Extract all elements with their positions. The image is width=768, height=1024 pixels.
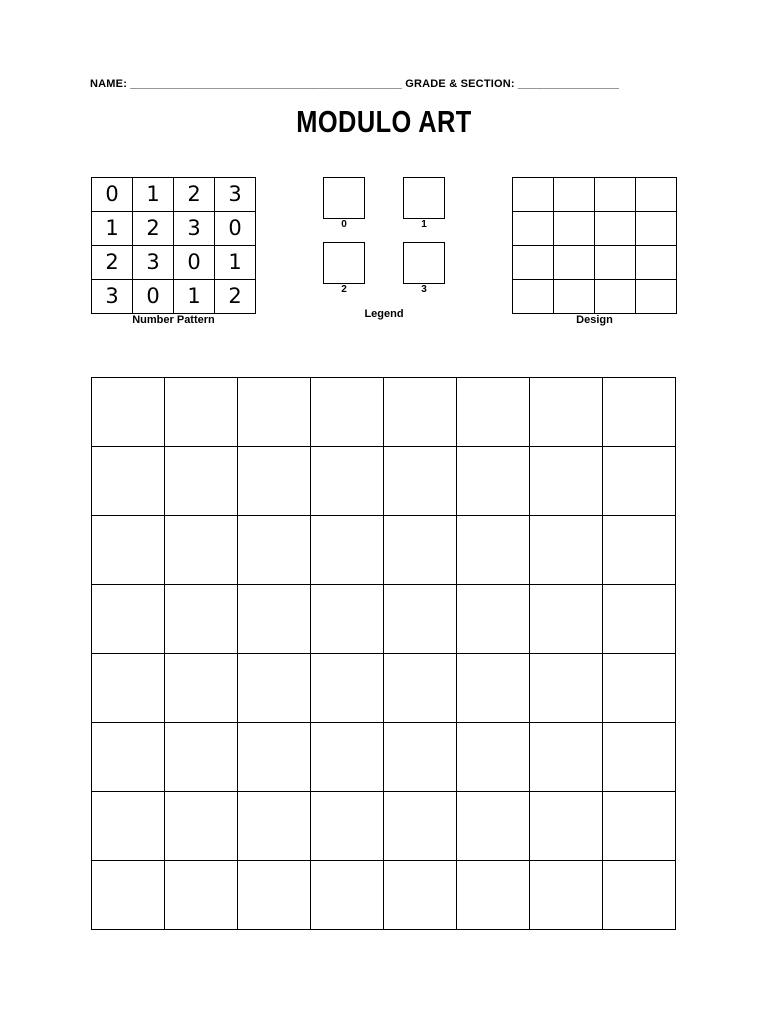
grid-cell[interactable] bbox=[384, 516, 457, 585]
legend-box-0[interactable] bbox=[323, 177, 365, 219]
design-grid bbox=[512, 177, 677, 314]
legend-box-2[interactable] bbox=[323, 242, 365, 284]
table-row bbox=[513, 212, 677, 246]
table-row bbox=[92, 792, 676, 861]
table-row bbox=[92, 178, 256, 212]
grid-cell[interactable] bbox=[530, 861, 603, 930]
design-cell[interactable] bbox=[554, 280, 595, 314]
grid-cell[interactable] bbox=[603, 861, 676, 930]
grid-cell[interactable] bbox=[457, 585, 530, 654]
grid-cell[interactable] bbox=[311, 447, 384, 516]
grid-cell[interactable] bbox=[457, 447, 530, 516]
grid-cell[interactable] bbox=[384, 447, 457, 516]
number-pattern-caption: Number Pattern bbox=[132, 314, 215, 326]
grid-cell[interactable] bbox=[530, 585, 603, 654]
grid-cell[interactable] bbox=[530, 792, 603, 861]
number-pattern-table bbox=[91, 177, 256, 314]
design-cell[interactable] bbox=[554, 246, 595, 280]
grid-cell[interactable] bbox=[92, 585, 165, 654]
grid-cell[interactable] bbox=[384, 723, 457, 792]
legend-label-2: 2 bbox=[341, 284, 347, 295]
table-row bbox=[92, 861, 676, 930]
grid-cell[interactable] bbox=[530, 378, 603, 447]
grid-cell[interactable] bbox=[238, 378, 311, 447]
table-row bbox=[92, 447, 676, 516]
main-art-grid bbox=[91, 377, 676, 930]
design-caption: Design bbox=[576, 314, 613, 326]
legend-box-1[interactable] bbox=[403, 177, 445, 219]
design-cell[interactable] bbox=[636, 212, 677, 246]
legend-label-3: 3 bbox=[421, 284, 427, 295]
grid-cell[interactable] bbox=[311, 378, 384, 447]
grid-cell[interactable] bbox=[457, 654, 530, 723]
grid-cell[interactable] bbox=[165, 516, 238, 585]
design-cell[interactable] bbox=[595, 212, 636, 246]
grid-cell[interactable] bbox=[165, 378, 238, 447]
table-row bbox=[513, 178, 677, 212]
design-cell[interactable] bbox=[513, 212, 554, 246]
legend-caption: Legend bbox=[364, 308, 404, 320]
design-cell[interactable] bbox=[513, 246, 554, 280]
grid-cell[interactable] bbox=[457, 723, 530, 792]
grid-cell[interactable] bbox=[165, 792, 238, 861]
design-cell[interactable] bbox=[636, 246, 677, 280]
design-cell[interactable] bbox=[595, 246, 636, 280]
number-cell: 0 bbox=[92, 178, 133, 212]
grid-cell[interactable] bbox=[92, 861, 165, 930]
grid-cell[interactable] bbox=[603, 723, 676, 792]
grid-cell[interactable] bbox=[92, 792, 165, 861]
name-grade-section-line: NAME: ___________________________________________ GRADE & SECTION: ________________ bbox=[90, 78, 620, 90]
grid-cell[interactable] bbox=[603, 378, 676, 447]
grid-cell[interactable] bbox=[238, 516, 311, 585]
grid-cell[interactable] bbox=[238, 792, 311, 861]
table-row bbox=[92, 378, 676, 447]
grid-cell[interactable] bbox=[457, 861, 530, 930]
grid-cell[interactable] bbox=[311, 723, 384, 792]
design-cell[interactable] bbox=[595, 280, 636, 314]
number-cell: 2 bbox=[92, 246, 133, 280]
grid-cell[interactable] bbox=[311, 585, 384, 654]
table-row bbox=[513, 280, 677, 314]
grid-cell[interactable] bbox=[165, 447, 238, 516]
grid-cell[interactable] bbox=[238, 723, 311, 792]
grid-cell[interactable] bbox=[457, 378, 530, 447]
design-cell[interactable] bbox=[595, 178, 636, 212]
grid-cell[interactable] bbox=[457, 516, 530, 585]
grid-cell[interactable] bbox=[238, 447, 311, 516]
design-cell[interactable] bbox=[554, 212, 595, 246]
legend-box-3[interactable] bbox=[403, 242, 445, 284]
number-cell: 3 bbox=[215, 178, 256, 212]
grid-cell[interactable] bbox=[457, 792, 530, 861]
number-cell: 3 bbox=[174, 212, 215, 246]
grid-cell[interactable] bbox=[165, 585, 238, 654]
legend-label-0: 0 bbox=[341, 219, 347, 230]
grid-cell[interactable] bbox=[603, 654, 676, 723]
grid-cell[interactable] bbox=[311, 516, 384, 585]
table-row bbox=[92, 212, 256, 246]
number-cell: 3 bbox=[92, 280, 133, 314]
grid-cell[interactable] bbox=[603, 585, 676, 654]
table-row bbox=[92, 246, 256, 280]
number-cell: 1 bbox=[215, 246, 256, 280]
table-row bbox=[92, 280, 256, 314]
design-cell[interactable] bbox=[554, 178, 595, 212]
grid-cell[interactable] bbox=[530, 654, 603, 723]
table-row bbox=[92, 723, 676, 792]
grid-cell[interactable] bbox=[165, 654, 238, 723]
design-cell[interactable] bbox=[636, 280, 677, 314]
grid-cell[interactable] bbox=[603, 516, 676, 585]
grid-cell[interactable] bbox=[384, 378, 457, 447]
number-cell: 1 bbox=[174, 280, 215, 314]
grid-cell[interactable] bbox=[92, 447, 165, 516]
grid-cell[interactable] bbox=[238, 654, 311, 723]
design-cell[interactable] bbox=[636, 178, 677, 212]
legend-label-1: 1 bbox=[421, 219, 427, 230]
grid-cell[interactable] bbox=[311, 654, 384, 723]
table-row bbox=[92, 654, 676, 723]
grid-cell[interactable] bbox=[238, 585, 311, 654]
grid-cell[interactable] bbox=[165, 723, 238, 792]
number-cell: 2 bbox=[215, 280, 256, 314]
grid-cell[interactable] bbox=[384, 585, 457, 654]
grid-cell[interactable] bbox=[384, 792, 457, 861]
number-cell: 1 bbox=[133, 178, 174, 212]
grid-cell[interactable] bbox=[603, 447, 676, 516]
number-cell: 3 bbox=[133, 246, 174, 280]
number-cell: 0 bbox=[215, 212, 256, 246]
table-row bbox=[513, 246, 677, 280]
grid-cell[interactable] bbox=[165, 861, 238, 930]
number-cell: 0 bbox=[133, 280, 174, 314]
page-title: MODULO ART bbox=[296, 104, 472, 139]
grid-cell[interactable] bbox=[384, 861, 457, 930]
grid-cell[interactable] bbox=[530, 447, 603, 516]
number-cell: 2 bbox=[174, 178, 215, 212]
table-row bbox=[92, 516, 676, 585]
grid-cell[interactable] bbox=[92, 516, 165, 585]
table-row bbox=[92, 585, 676, 654]
design-cell[interactable] bbox=[513, 178, 554, 212]
grid-cell[interactable] bbox=[530, 516, 603, 585]
grid-cell[interactable] bbox=[238, 861, 311, 930]
number-cell: 1 bbox=[92, 212, 133, 246]
grid-cell[interactable] bbox=[311, 861, 384, 930]
grid-cell[interactable] bbox=[603, 792, 676, 861]
grid-cell[interactable] bbox=[92, 378, 165, 447]
grid-cell[interactable] bbox=[311, 792, 384, 861]
grid-cell[interactable] bbox=[92, 723, 165, 792]
grid-cell[interactable] bbox=[384, 654, 457, 723]
design-cell[interactable] bbox=[513, 280, 554, 314]
number-cell: 2 bbox=[133, 212, 174, 246]
grid-cell[interactable] bbox=[92, 654, 165, 723]
grid-cell[interactable] bbox=[530, 723, 603, 792]
number-cell: 0 bbox=[174, 246, 215, 280]
